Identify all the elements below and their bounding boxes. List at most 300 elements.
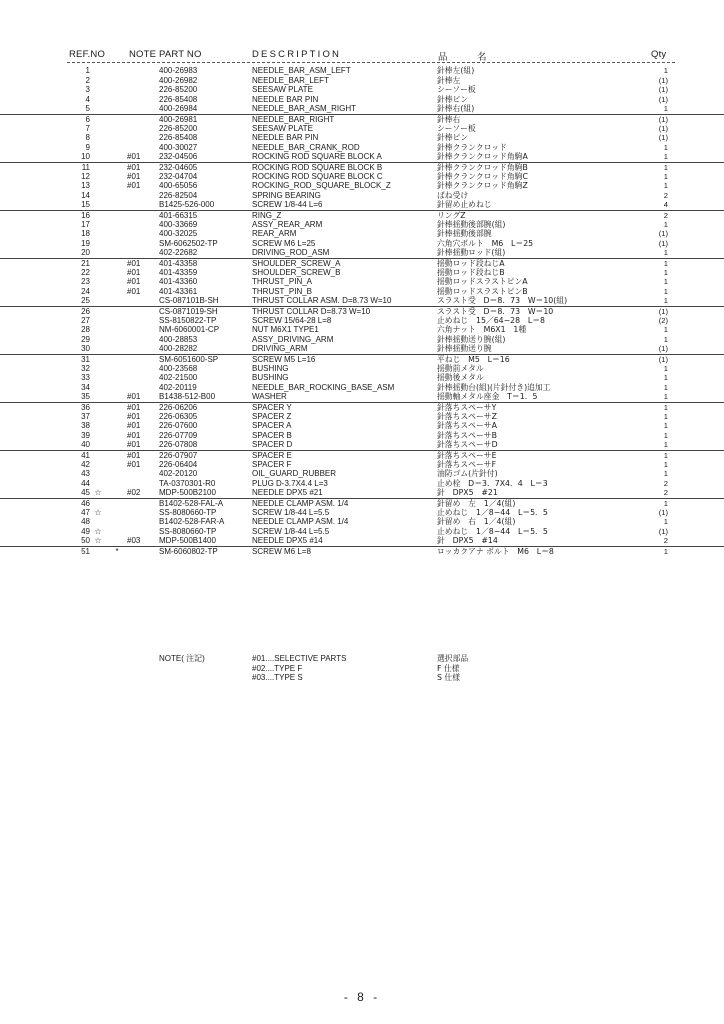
table-row [0,517,724,527]
ref-no: 22 [81,267,90,277]
japanese-name: 針棒ピン [437,133,469,143]
ref-no: 46 [81,499,90,508]
description: NEEDLE_BAR_LEFT [252,75,329,85]
table-row [0,143,724,153]
note-japanese: S 仕様 [437,673,461,683]
quantity: 1 [663,219,668,229]
ref-no: 30 [81,344,90,354]
japanese-name: ロッカクアナ ボルト M6 L＝8 [437,547,554,556]
part-no: 226-07600 [159,421,198,431]
japanese-name: 針棒左(組) [437,66,475,75]
description: SCREW M6 L=8 [252,547,311,556]
ref-no: 2 [85,75,90,85]
quantity: 1 [663,325,668,335]
ref-no: 37 [81,411,90,421]
japanese-name: 針棒揺動台(組)(片針付き)追加工 [437,382,551,392]
table-row [0,488,724,498]
part-no: 232-04605 [159,163,198,172]
japanese-name: 針留め 右 1／4(組) [437,517,516,527]
part-no: 400-26983 [159,66,198,75]
table-row [0,152,724,162]
description: SEESAW PLATE [252,123,313,133]
part-no: CS-0871019-SH [159,307,218,316]
ref-no: 15 [81,200,90,210]
description: THRUST_PIN_B [252,286,313,296]
part-no: 400-32025 [159,229,198,239]
ref-no: 39 [81,430,90,440]
description: WASHER [252,392,287,402]
table-row [0,383,724,393]
quantity: 1 [663,451,668,460]
part-no: 226-06404 [159,459,198,469]
part-no: 401-43361 [159,286,198,296]
quantity: 1 [663,171,668,181]
ref-no: 49 [81,526,90,536]
star-mark: ☆ [94,536,102,546]
table-row [0,546,724,557]
ref-no: 35 [81,392,90,402]
japanese-name: 針棒クランクロッド角駒A [437,152,528,162]
description: NEEDLE BAR PIN [252,133,319,143]
part-no: 402-20120 [159,469,198,479]
quantity: 1 [663,459,668,469]
description: ASSY_REAR_ARM [252,219,323,229]
japanese-name: 針落ちスペーサB [437,430,497,440]
ref-no: 8 [85,133,90,143]
note-code: #01 [127,411,141,421]
ref-no: 27 [81,315,90,325]
japanese-name: 針落ちスペーサZ [437,411,497,421]
table-row [0,508,724,518]
quantity: 1 [663,277,668,287]
quantity: 1 [663,547,668,556]
star-mark: ☆ [94,507,102,517]
quantity: 1 [663,382,668,392]
quantity: (1) [658,307,668,316]
part-no: 400-26982 [159,75,198,85]
ref-no: 29 [81,334,90,344]
note-code: #01 [127,286,141,296]
ref-no: 38 [81,421,90,431]
quantity: (1) [658,94,668,104]
star-mark: ☆ [94,526,102,536]
description: SCREW 15/64-28 L=8 [252,315,332,325]
table-row [0,392,724,402]
quantity: 1 [663,142,668,152]
part-no: SM-6051600-SP [159,355,219,364]
quantity: (1) [658,344,668,354]
header-description: DESCRIPTION [252,49,342,60]
table-row [0,325,724,335]
table-row [0,527,724,537]
quantity: 2 [663,536,668,546]
ref-no: 36 [81,403,90,412]
ref-no: 14 [81,190,90,200]
quantity: 2 [663,190,668,200]
description: SHOULDER_SCREW_B [252,267,341,277]
quantity: (1) [658,85,668,95]
part-no: 401-43360 [159,277,198,287]
description: SCREW 1/8-44 L=5.5 [252,507,330,517]
quantity: (1) [658,526,668,536]
quantity: (1) [658,238,668,248]
ref-no: 42 [81,459,90,469]
table-row [0,296,724,306]
description: NEEDLE_BAR_CRANK_ROD [252,142,360,152]
part-no: SM-6060802-TP [159,547,218,556]
part-no: MDP-500B2100 [159,488,216,498]
part-no: CS-087101B-SH [159,296,219,306]
ref-no: 34 [81,382,90,392]
part-no: SM-6062502-TP [159,238,218,248]
quantity: 1 [663,421,668,431]
description: ROCKING ROD SQUARE BLOCK C [252,171,383,181]
description: SPACER E [252,451,292,460]
quantity: 2 [663,478,668,488]
part-no: 400-33669 [159,219,198,229]
ref-no: 1 [85,66,90,75]
part-no: 402-20119 [159,382,197,392]
quantity: 1 [663,259,668,268]
part-no: 226-85200 [159,123,198,133]
quantity: 1 [663,469,668,479]
part-no: 400-28853 [159,334,198,344]
japanese-name: 針落ちスペーサE [437,451,497,460]
description: PLUG D-3.7X4.4 L=3 [252,478,328,488]
table-row [0,277,724,287]
part-no: 226-06305 [159,411,198,421]
table-row [0,104,724,114]
note-row [0,664,724,674]
star-mark: ☆ [94,488,102,498]
header-qty: Qty [651,49,667,60]
ref-no: 11 [81,163,90,172]
table-row [0,220,724,230]
part-no: 226-07709 [159,430,198,440]
note-code: #02 [127,488,141,498]
part-no: 226-85200 [159,85,198,95]
note-code: #03 [127,536,141,546]
header-note: NOTE [129,49,157,60]
table-row [0,181,724,191]
description: REAR_ARM [252,229,297,239]
table-row [0,344,724,354]
part-no: 232-04506 [159,152,198,162]
description: SPRING BEARING [252,190,321,200]
quantity: (2) [658,315,668,325]
ref-no: 10 [81,152,90,162]
table-row [0,85,724,95]
japanese-name: 止めねじ 1／8−44 L＝5．5 [437,526,548,536]
japanese-name: 揺動ロッド段ねじA [437,259,505,268]
table-row [0,536,724,546]
quantity: 1 [663,248,668,258]
part-no: B1438-512-B00 [159,392,216,402]
japanese-name: 針 DPX5 #14 [437,536,498,546]
ref-no: 9 [85,142,90,152]
quantity: (1) [658,75,668,85]
note-code: #01 [127,152,141,162]
japanese-name: 止めねじ 1／8−44 L＝5．5 [437,507,548,517]
quantity: (1) [658,123,668,133]
japanese-name: 針落ちスペーサY [437,403,497,412]
part-no: 401-43358 [159,259,198,268]
japanese-name: 針棒揺動送り腕 [437,344,492,354]
part-no: SS-8080660-TP [159,526,217,536]
quantity: 1 [663,152,668,162]
ref-no: 20 [81,248,90,258]
japanese-name: 針棒右 [437,115,461,124]
ref-no: 50 [81,536,90,546]
quantity: (1) [658,355,668,364]
table-row [0,191,724,201]
part-no: SS-8080660-TP [159,507,217,517]
part-no: B1402-528-FAR-A [159,517,225,527]
japanese-name: 針棒クランクロッド [437,142,507,152]
table-row [0,172,724,182]
ref-no: 26 [81,307,90,316]
japanese-name: 六角穴ボルト M6 L＝25 [437,238,534,248]
japanese-name: リングZ [437,211,466,220]
japanese-name: 針棒揺動後部腕 [437,229,492,239]
table-row [0,373,724,383]
ref-no: 23 [81,277,90,287]
description: SPACER Z [252,411,292,421]
table-row [0,239,724,249]
table-row [0,95,724,105]
part-no: 226-07907 [159,451,198,460]
quantity: 1 [663,334,668,344]
japanese-name: 揺動後メタル [437,373,484,383]
description: THRUST COLLAR D=8.73 W=10 [252,307,371,316]
part-no: 400-30027 [159,142,198,152]
part-no: 401-66315 [159,211,198,220]
part-no: 402-21500 [159,373,198,383]
quantity: 1 [663,104,668,114]
note-code: #01 [127,440,141,450]
description: SCREW 1/8-44 L=5.5 [252,526,330,536]
note-code: #01 [127,392,141,402]
description: RING_Z [252,211,282,220]
table-row [0,364,724,374]
ref-no: 25 [81,296,90,306]
part-no: 400-28282 [159,344,198,354]
description: NEEDLE_BAR_ASM_LEFT [252,66,351,75]
japanese-name: スラスト受 D＝8．73 W＝10 [437,307,554,316]
japanese-name: 揺動ロッドスラストピンB [437,286,528,296]
japanese-name: 油防ゴム(片針付) [437,469,498,479]
description: ASSY_DRIVING_ARM [252,334,334,344]
note-code: #01....SELECTIVE PARTS [252,654,347,663]
description: NEEDLE CLAMP ASM. 1/4 [252,517,349,527]
description: BUSHING [252,373,289,383]
ref-no: 48 [81,517,90,527]
description: ROCKING ROD SQUARE BLOCK A [252,152,382,162]
ref-no: 47 [81,507,90,517]
quantity: (1) [658,229,668,239]
quantity: (1) [658,507,668,517]
quantity: 1 [663,181,668,191]
ref-no: 44 [81,478,90,488]
header-divider [67,62,675,63]
note-code: #01 [127,259,141,268]
japanese-name: 針留め止めねじ [437,200,492,210]
japanese-name: 針落ちスペーサD [437,440,498,450]
quantity: (1) [658,115,668,124]
description: SPACER D [252,440,293,450]
ref-no: 3 [85,85,90,95]
ref-no: 43 [81,469,90,479]
ref-no: 4 [85,94,90,104]
quantity: 1 [663,517,668,527]
ref-no: 7 [85,123,90,133]
table-row [0,440,724,450]
quantity: 4 [663,200,668,210]
note-code: #01 [127,163,141,172]
part-no: B1402-528-FAL-A [159,499,224,508]
description: SHOULDER_SCREW_A [252,259,341,268]
description: NUT M6X1 TYPE1 [252,325,319,335]
japanese-name: 針落ちスペーサF [437,459,497,469]
description: THRUST COLLAR ASM. D=8.73 W=10 [252,296,392,306]
table-row [0,76,724,86]
japanese-name: 六角ナット M6X1 1種 [437,325,527,335]
table-row [0,469,724,479]
description: OIL_GUARD_RUBBER [252,469,337,479]
ref-no: 21 [81,259,90,268]
ref-no: 32 [81,363,90,373]
part-no: TA-0370301-R0 [159,478,216,488]
description: THRUST_PIN_A [252,277,313,287]
ref-no: 19 [81,238,90,248]
table-row [0,431,724,441]
note-code: #01 [127,421,141,431]
table-row [0,229,724,239]
japanese-name: 針棒ピン [437,94,469,104]
ref-no: 16 [81,211,90,220]
description: SEESAW PLATE [252,85,313,95]
quantity: 1 [663,392,668,402]
part-no: 401-43359 [159,267,198,277]
japanese-name: スラスト受 D＝8．73 W＝10(組) [437,296,568,306]
ref-no: 13 [81,181,90,191]
japanese-name: 針棒揺動後部腕(組) [437,219,506,229]
ref-no: 51 [81,547,90,556]
header-japanese-name: 品 名 [438,52,497,63]
note-code: #01 [127,403,141,412]
note-code: #01 [127,277,141,287]
description: NEEDLE DPX5 #14 [252,536,323,546]
description: SCREW 1/8-44 L=6 [252,200,323,210]
quantity: 1 [663,411,668,421]
table-row [0,335,724,345]
table-row [0,124,724,134]
note-code: #01 [127,459,141,469]
ref-no: 28 [81,325,90,335]
japanese-name: 平ねじ M5 L＝16 [437,355,510,364]
part-no: 400-23568 [159,363,198,373]
quantity: 1 [663,373,668,383]
table-row [0,66,724,76]
quantity: 2 [663,488,668,498]
ref-no: 31 [81,355,90,364]
part-no: 400-26984 [159,104,198,114]
table-row [0,412,724,422]
ref-no: 18 [81,229,90,239]
quantity: 1 [663,440,668,450]
quantity: 1 [663,499,668,508]
part-no: B1425-526-000 [159,200,215,210]
ref-no: 12 [81,171,90,181]
header-ref-no: REF.NO [69,49,106,60]
part-no: 226-85408 [159,94,198,104]
part-no: 226-06206 [159,403,198,412]
quantity: 1 [663,363,668,373]
note-code: #01 [127,451,141,460]
notes-label: NOTE( 注記) [159,654,205,663]
table-row [0,421,724,431]
part-no: MDP-500B1400 [159,536,216,546]
quantity: 2 [663,211,668,220]
japanese-name: 針棒クランクロッド角駒Z [437,181,528,191]
quantity: 1 [663,403,668,412]
part-no: SS-8150822-TP [159,315,217,325]
quantity: 1 [663,286,668,296]
quantity: 1 [663,66,668,75]
note-code: #01 [127,267,141,277]
japanese-name: 針棒クランクロッド角駒B [437,163,528,172]
table-row [0,248,724,258]
japanese-name: シーソー板 [437,123,476,133]
note-code: #01 [127,430,141,440]
japanese-name: シーソー板 [437,85,476,95]
part-no: 226-85408 [159,133,198,143]
description: NEEDLE CLAMP ASM. 1/4 [252,499,349,508]
japanese-name: 揺動ロッド段ねじB [437,267,505,277]
note-code: #03....TYPE S [252,673,303,683]
quantity: 1 [663,163,668,172]
note-code: #02....TYPE F [252,663,303,673]
description: NEEDLE_BAR_ASM_RIGHT [252,104,357,114]
quantity: 1 [663,296,668,306]
table-row [0,479,724,489]
page-number: - 8 - [343,990,381,1004]
japanese-name: 針落ちスペーサA [437,421,497,431]
japanese-name: 針 DPX5 #21 [437,488,498,498]
japanese-name: 止めねじ 15／64−28 L＝8 [437,315,545,325]
header-part-no: PART NO [159,49,202,60]
note-row [0,673,724,683]
part-no: 400-26981 [159,115,198,124]
description: BUSHING [252,363,289,373]
japanese-name: 止め栓 D＝3．7X4．4 L＝3 [437,478,548,488]
quantity: 1 [663,430,668,440]
japanese-name: 針棒揺動送り腕(組) [437,334,506,344]
part-no: NM-6060001-CP [159,325,220,335]
part-no: 226-07808 [159,440,198,450]
table-row [0,287,724,297]
quantity: (1) [658,133,668,143]
description: ROCKING ROD SQUARE BLOCK B [252,163,383,172]
table-row [0,133,724,143]
part-no: 232-04704 [159,171,198,181]
ref-no: 45 [81,488,90,498]
note-japanese: F 仕様 [437,663,460,673]
japanese-name: 針棒左 [437,75,461,85]
ref-no: 33 [81,373,90,383]
japanese-name: 揺動ロッドスラストピンA [437,277,528,287]
table-row [0,268,724,278]
